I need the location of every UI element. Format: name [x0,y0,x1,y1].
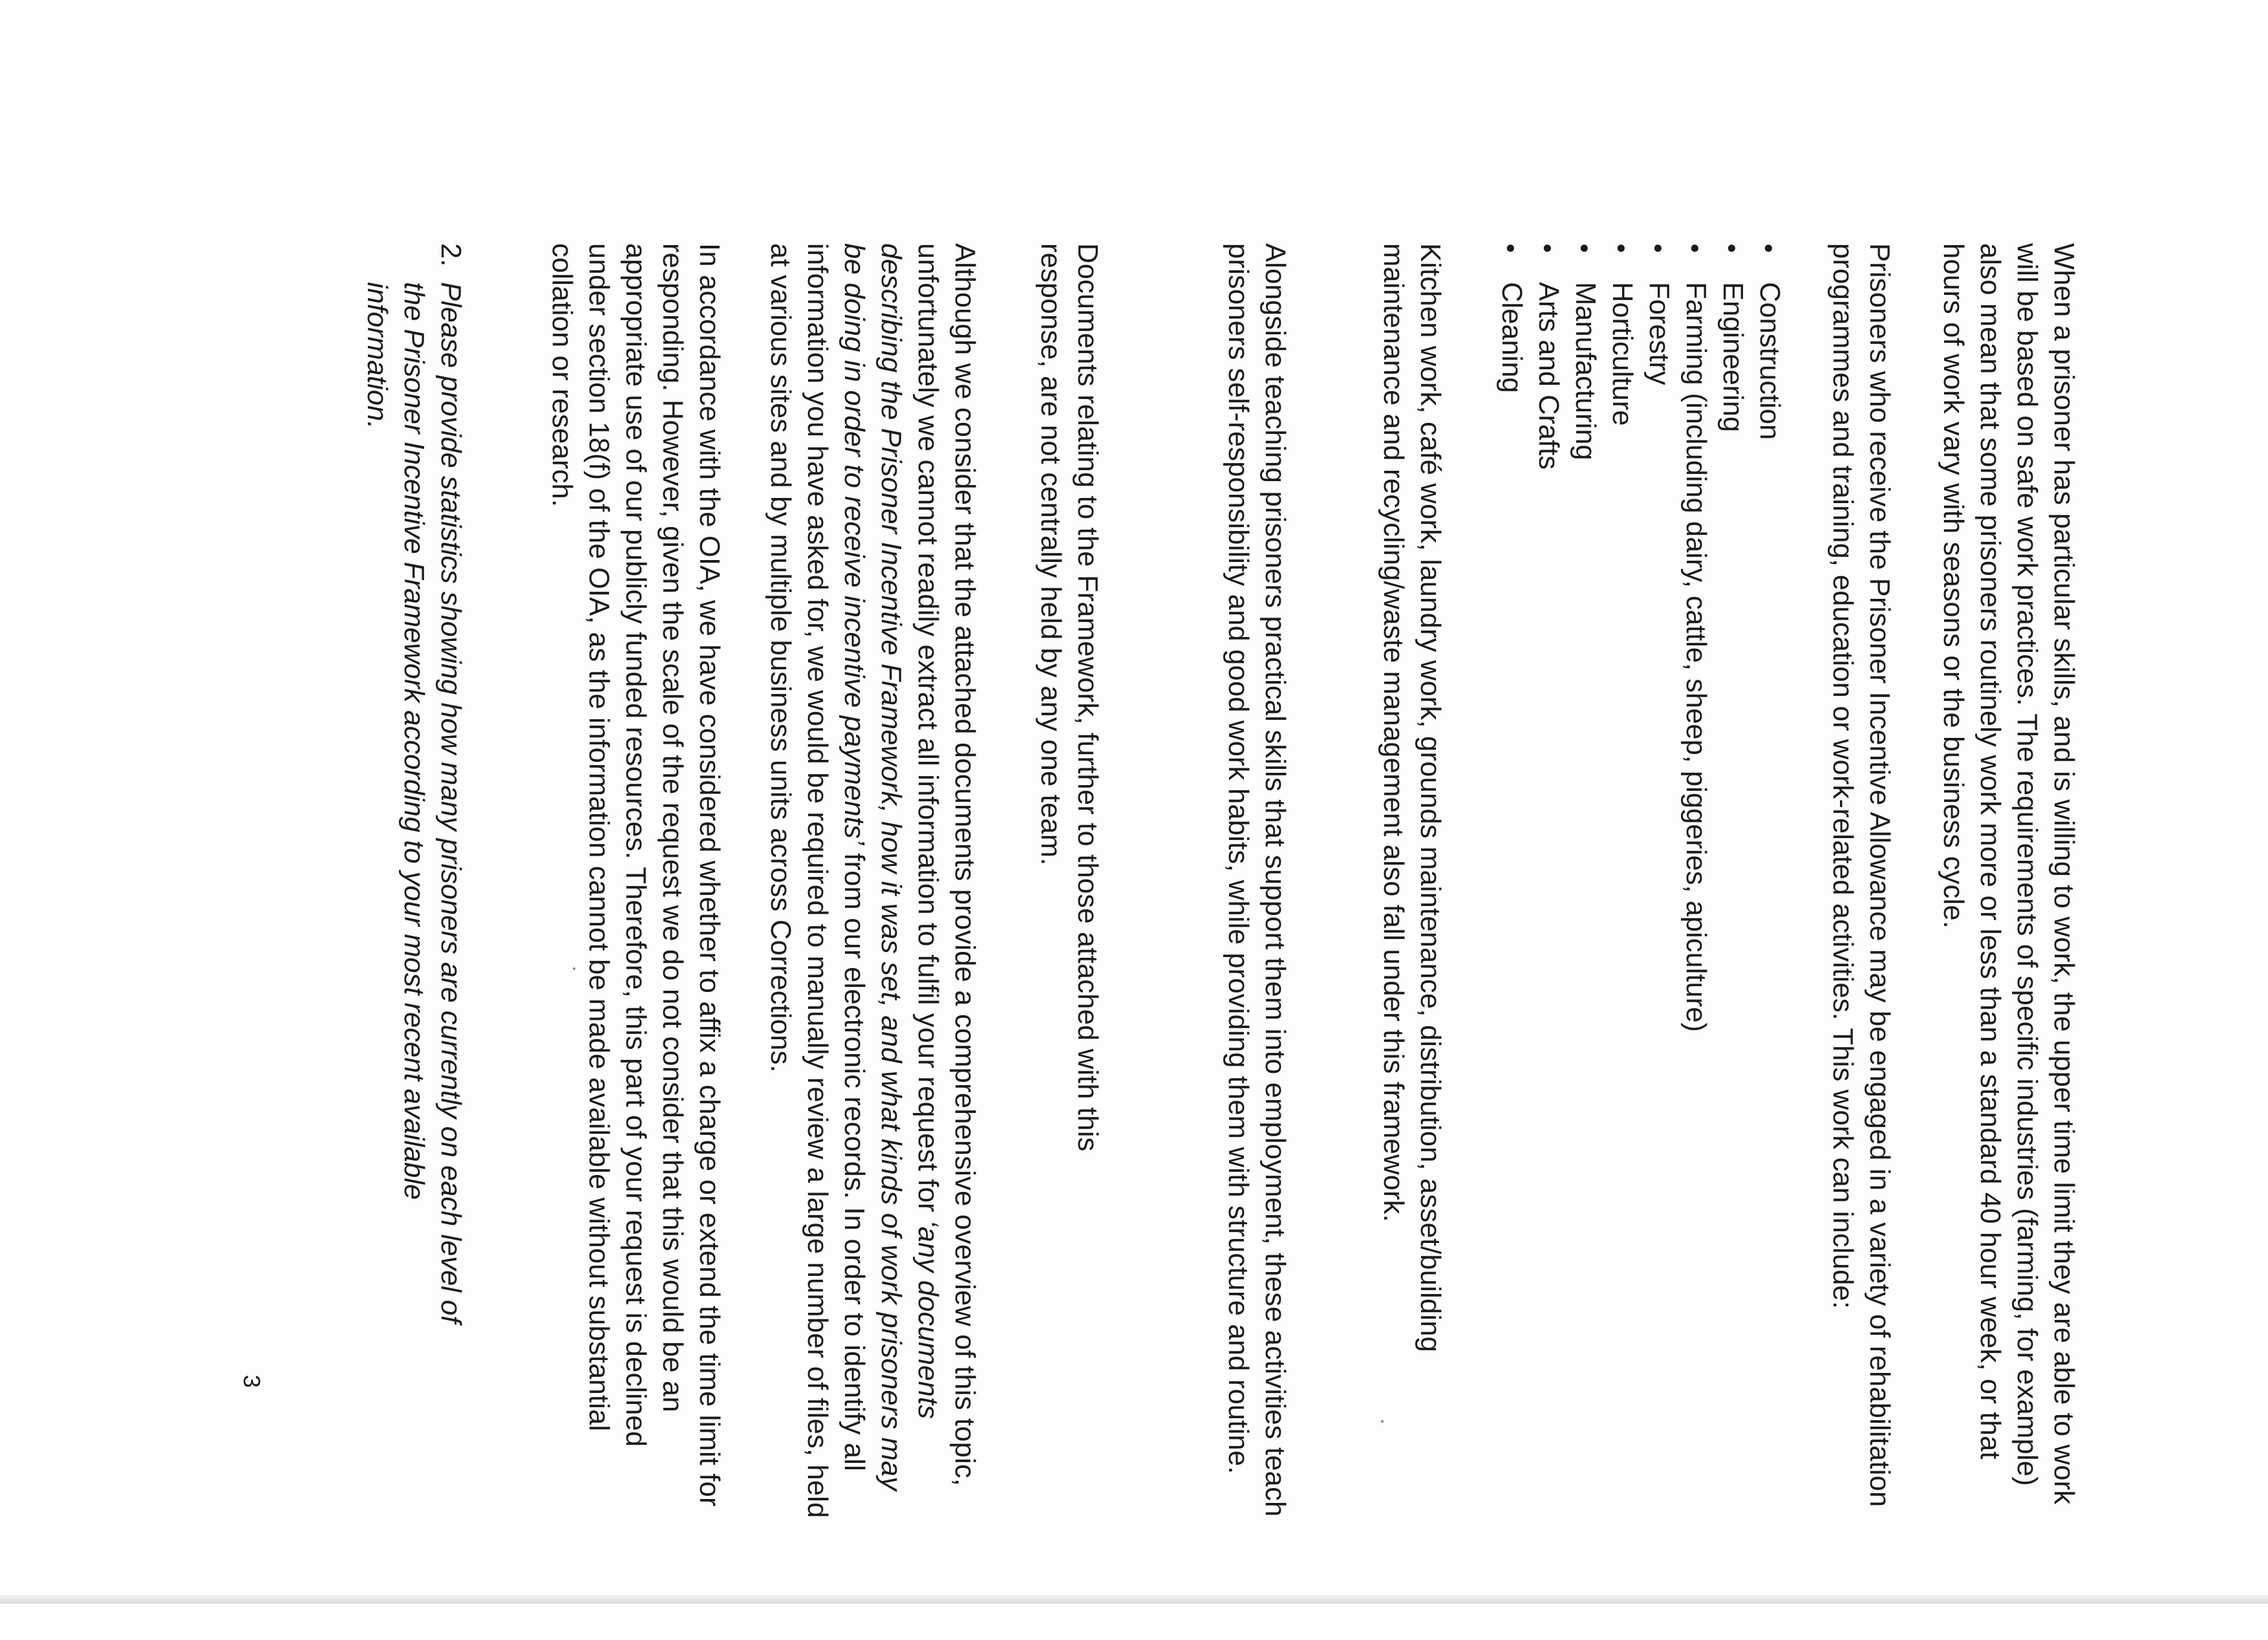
question-2 [358,243,469,1343]
scan-speck [1381,1420,1384,1423]
list-item: ● Farming (including dairy, cattle, sheep, piggeries, apiculture) [1677,243,1714,1032]
paragraph-incentive-allowance: Prisoners who receive the Prisoner Incentive Allowance may be engaged in a variety of rehabilitation programmes and training, education or work-related activities. This work can include: [1827,243,1895,1507]
paragraph-extraction-limits-rest: from our electronic records. In order to identify all information you have asked for, we would be required to manually review a large number of files, held at various sites and by multiple business units across Corrections. [765,243,870,1518]
work-activities-list [1493,243,1788,1032]
rotated-document-page [239,243,2095,1640]
list-item: ● Engineering [1714,243,1751,1032]
page-number: 3 [239,1375,265,1388]
scan-bottom-edge [0,1595,2268,1604]
list-item: ● Construction [1751,243,1788,1032]
paragraph-extraction-limits [762,243,983,1530]
list-item: ● Horticulture [1603,243,1640,1032]
paragraph-framework-documents: Documents relating to the Framework, further to those attached with this response, are not centrally held by any one team. [1035,243,1103,1152]
question-text: Please provide statistics showing how many prisoners are currently on each level of the Prisoner Incentive Framework according to your most recent available information. [361,282,466,1324]
quoted-request: ‘any documents describing the Prisoner Incentive Framework, how it was set, and what kinds of work prisoners may be doing in order to receive incentive payments’ [839,243,943,1491]
paragraph-extraction-limits-intro: Although we consider that the attached documents provide a comprehensive overview of this topic, unfortunately we cannot readily extract all information to fulfil your request for [912,243,980,1487]
paragraph-kitchen-work: Kitchen work, café work, laundry work, grounds maintenance, distribution, asset/building maintenance and recycling/waste management also fall under this framework. [1378,243,1446,1352]
question-number: 2. [435,243,466,267]
paragraph-oia-decision: In accordance with the OIA, we have considered whether to affix a charge or extend the time limit for responding. However, given the scale of the request we do not consider that this would be an appropriate use of our publicly funded resources. Therefore, this part of your request is declined under section 18(f) of the OIA, as the information cannot be made available without substantial collation or research. [546,243,725,1507]
list-item: ● Arts and Crafts [1530,243,1567,1032]
list-item: ● Manufacturing [1567,243,1603,1032]
list-item: ● Cleaning [1493,243,1530,1032]
scan-speck [573,967,575,970]
list-item: ● Forestry [1640,243,1677,1032]
paragraph-practical-skills: Alongside teaching prisoners practical skills that support them into employment, these activities teach prisoners self-responsibility and good work habits, while providing them with structure and routine. [1223,243,1290,1517]
paragraph-time-limit: When a prisoner has particular skills, and is willing to work, the upper time limit they are able to work will be based on safe work practices. The requirements of specific industries (farming, for example) also mean that some prisoners routinely work more or less than a standard 40 hour week, or that hours of work vary with seasons or the business cycle. [1938,243,2079,1505]
